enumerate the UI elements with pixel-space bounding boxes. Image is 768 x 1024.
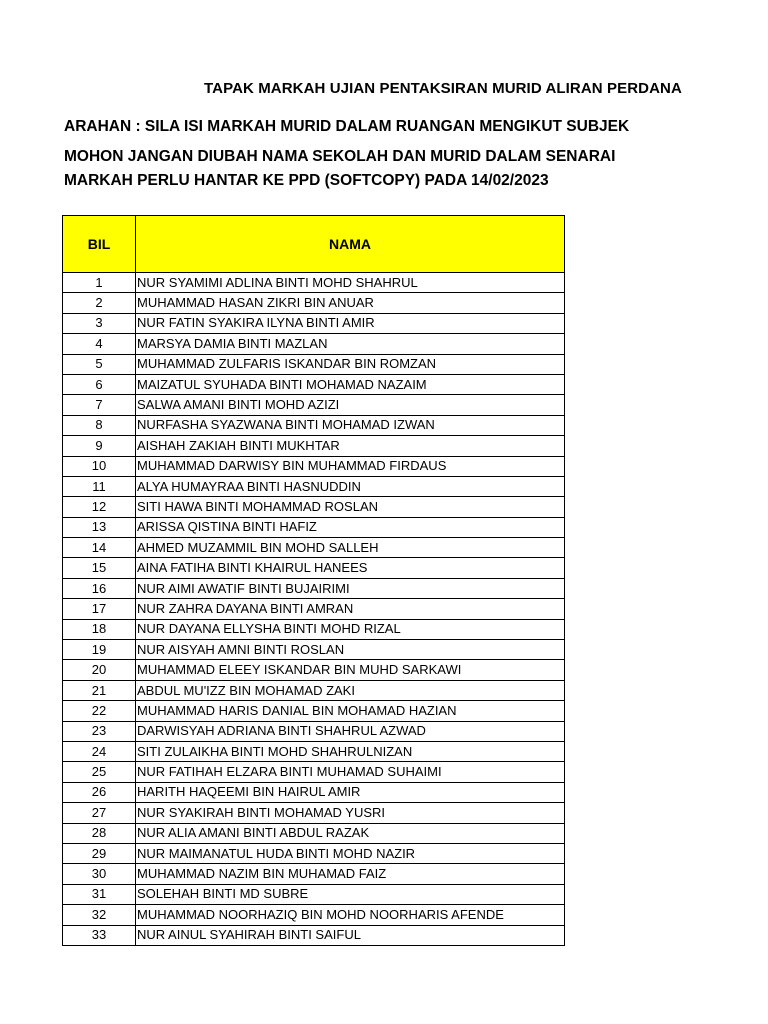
cell-bil[interactable]: 31 (63, 884, 136, 904)
instruction-line-1: ARAHAN : SILA ISI MARKAH MURID DALAM RUANGAN MENGIKUT SUBJEK (64, 118, 630, 135)
cell-nama[interactable]: NUR ZAHRA DAYANA BINTI AMRAN (136, 599, 565, 619)
cell-nama[interactable]: MUHAMMAD ZULFARIS ISKANDAR BIN ROMZAN (136, 354, 565, 374)
cell-bil[interactable]: 23 (63, 721, 136, 741)
cell-bil[interactable]: 4 (63, 334, 136, 354)
table-row (63, 436, 565, 456)
cell-bil[interactable]: 24 (63, 741, 136, 761)
cell-nama[interactable]: HARITH HAQEEMI BIN HAIRUL AMIR (136, 782, 565, 802)
table-row (63, 701, 565, 721)
cell-nama[interactable]: ALYA HUMAYRAA BINTI HASNUDDIN (136, 476, 565, 496)
cell-nama[interactable]: MAIZATUL SYUHADA BINTI MOHAMAD NAZAIM (136, 374, 565, 394)
table-row (63, 415, 565, 435)
cell-bil[interactable]: 21 (63, 680, 136, 700)
cell-nama[interactable]: NUR DAYANA ELLYSHA BINTI MOHD RIZAL (136, 619, 565, 639)
cell-bil[interactable]: 29 (63, 843, 136, 863)
table-row (63, 741, 565, 761)
table-row (63, 334, 565, 354)
cell-bil[interactable]: 14 (63, 538, 136, 558)
cell-bil[interactable]: 1 (63, 273, 136, 293)
cell-bil[interactable]: 15 (63, 558, 136, 578)
table-row (63, 456, 565, 476)
cell-nama[interactable]: NUR FATIHAH ELZARA BINTI MUHAMAD SUHAIMI (136, 762, 565, 782)
cell-nama[interactable]: AINA FATIHA BINTI KHAIRUL HANEES (136, 558, 565, 578)
cell-nama[interactable]: NUR ALIA AMANI BINTI ABDUL RAZAK (136, 823, 565, 843)
cell-bil[interactable]: 8 (63, 415, 136, 435)
cell-nama[interactable]: ARISSA QISTINA BINTI HAFIZ (136, 517, 565, 537)
table-row (63, 354, 565, 374)
table-row (63, 680, 565, 700)
table-row (63, 558, 565, 578)
cell-nama[interactable]: NUR SYAKIRAH BINTI MOHAMAD YUSRI (136, 803, 565, 823)
cell-bil[interactable]: 10 (63, 456, 136, 476)
instruction-line-2: MOHON JANGAN DIUBAH NAMA SEKOLAH DAN MURID DALAM SENARAI (64, 148, 616, 165)
cell-bil[interactable]: 11 (63, 476, 136, 496)
column-header-nama[interactable]: NAMA (136, 216, 565, 273)
cell-nama[interactable]: SITI HAWA BINTI MOHAMMAD ROSLAN (136, 497, 565, 517)
cell-bil[interactable]: 22 (63, 701, 136, 721)
cell-nama[interactable]: NURFASHA SYAZWANA BINTI MOHAMAD IZWAN (136, 415, 565, 435)
table-row (63, 313, 565, 333)
cell-nama[interactable]: NUR AINUL SYAHIRAH BINTI SAIFUL (136, 925, 565, 945)
table-row (63, 782, 565, 802)
table-row (63, 640, 565, 660)
cell-bil[interactable]: 3 (63, 313, 136, 333)
table-row (63, 843, 565, 863)
cell-bil[interactable]: 18 (63, 619, 136, 639)
cell-nama[interactable]: MARSYA DAMIA BINTI MAZLAN (136, 334, 565, 354)
student-table (62, 215, 565, 946)
cell-bil[interactable]: 30 (63, 864, 136, 884)
table-row (63, 476, 565, 496)
cell-nama[interactable]: NUR AISYAH AMNI BINTI ROSLAN (136, 640, 565, 660)
table-row (63, 293, 565, 313)
cell-nama[interactable]: AISHAH ZAKIAH BINTI MUKHTAR (136, 436, 565, 456)
cell-nama[interactable]: NUR FATIN SYAKIRA ILYNA BINTI AMIR (136, 313, 565, 333)
table-row (63, 803, 565, 823)
cell-bil[interactable]: 25 (63, 762, 136, 782)
table-row (63, 517, 565, 537)
table-row (63, 905, 565, 925)
cell-bil[interactable]: 13 (63, 517, 136, 537)
cell-bil[interactable]: 33 (63, 925, 136, 945)
table-row (63, 619, 565, 639)
table-row (63, 762, 565, 782)
cell-bil[interactable]: 17 (63, 599, 136, 619)
cell-bil[interactable]: 12 (63, 497, 136, 517)
instruction-line-3: MARKAH PERLU HANTAR KE PPD (SOFTCOPY) PADA 14/02/2023 (64, 172, 549, 189)
cell-nama[interactable]: SOLEHAH BINTI MD SUBRE (136, 884, 565, 904)
cell-nama[interactable]: MUHAMMAD ELEEY ISKANDAR BIN MUHD SARKAWI (136, 660, 565, 680)
table-row (63, 823, 565, 843)
cell-bil[interactable]: 16 (63, 578, 136, 598)
cell-bil[interactable]: 26 (63, 782, 136, 802)
table-row (63, 660, 565, 680)
cell-bil[interactable]: 2 (63, 293, 136, 313)
cell-nama[interactable]: AHMED MUZAMMIL BIN MOHD SALLEH (136, 538, 565, 558)
cell-bil[interactable]: 5 (63, 354, 136, 374)
cell-nama[interactable]: NUR AIMI AWATIF BINTI BUJAIRIMI (136, 578, 565, 598)
table-row (63, 273, 565, 293)
cell-nama[interactable]: MUHAMMAD HARIS DANIAL BIN MOHAMAD HAZIAN (136, 701, 565, 721)
cell-nama[interactable]: SALWA AMANI BINTI MOHD AZIZI (136, 395, 565, 415)
cell-nama[interactable]: MUHAMMAD NAZIM BIN MUHAMAD FAIZ (136, 864, 565, 884)
table-row (63, 884, 565, 904)
page-title: TAPAK MARKAH UJIAN PENTAKSIRAN MURID ALIRAN PERDANA (204, 80, 682, 97)
cell-bil[interactable]: 19 (63, 640, 136, 660)
cell-nama[interactable]: DARWISYAH ADRIANA BINTI SHAHRUL AZWAD (136, 721, 565, 741)
table-row (63, 599, 565, 619)
table-row (63, 721, 565, 741)
table-row (63, 864, 565, 884)
table-row (63, 374, 565, 394)
cell-nama[interactable]: ABDUL MU'IZZ BIN MOHAMAD ZAKI (136, 680, 565, 700)
cell-bil[interactable]: 27 (63, 803, 136, 823)
cell-nama[interactable]: NUR MAIMANATUL HUDA BINTI MOHD NAZIR (136, 843, 565, 863)
table-row (63, 497, 565, 517)
cell-nama[interactable]: MUHAMMAD HASAN ZIKRI BIN ANUAR (136, 293, 565, 313)
column-header-bil[interactable]: BIL (63, 216, 136, 273)
table-row (63, 578, 565, 598)
table-row (63, 538, 565, 558)
table-row (63, 395, 565, 415)
cell-bil[interactable]: 9 (63, 436, 136, 456)
cell-nama[interactable]: MUHAMMAD NOORHAZIQ BIN MOHD NOORHARIS AFENDE (136, 905, 565, 925)
cell-bil[interactable]: 20 (63, 660, 136, 680)
cell-nama[interactable]: MUHAMMAD DARWISY BIN MUHAMMAD FIRDAUS (136, 456, 565, 476)
table-row (63, 925, 565, 945)
cell-bil[interactable]: 32 (63, 905, 136, 925)
cell-bil[interactable]: 7 (63, 395, 136, 415)
cell-nama[interactable]: SITI ZULAIKHA BINTI MOHD SHAHRULNIZAN (136, 741, 565, 761)
cell-nama[interactable]: NUR SYAMIMI ADLINA BINTI MOHD SHAHRUL (136, 273, 565, 293)
cell-bil[interactable]: 6 (63, 374, 136, 394)
cell-bil[interactable]: 28 (63, 823, 136, 843)
table-header-row (63, 216, 565, 273)
